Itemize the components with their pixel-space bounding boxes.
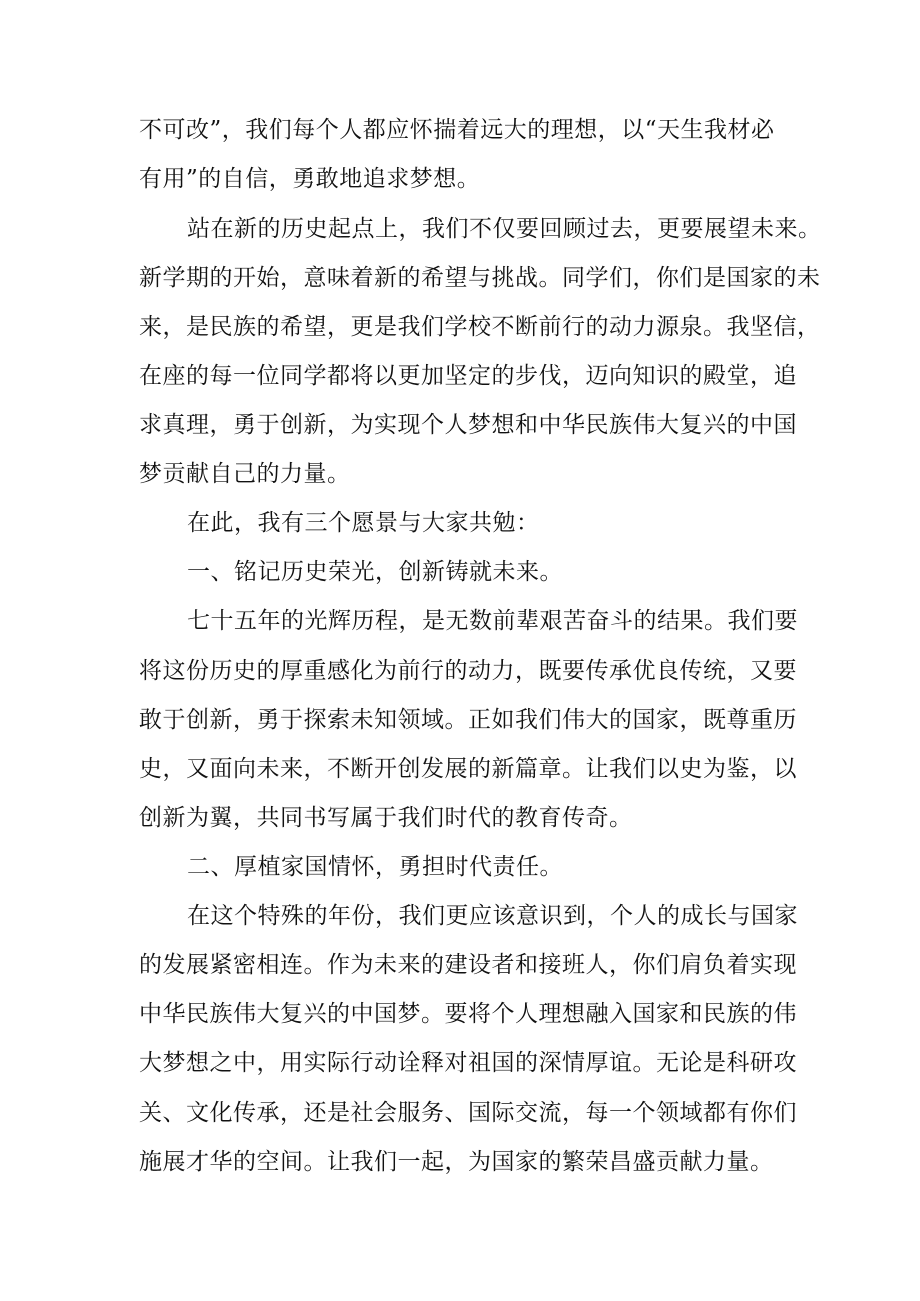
- text-line: 关、文化传承，还是社会服务、国际交流，每一个领域都有你们: [139, 1100, 797, 1126]
- text-line: 大梦想之中，用实际行动诠释对祖国的深情厚谊。无论是科研攻: [139, 1050, 797, 1076]
- text-line: 创新为翼，共同书写属于我们时代的教育传奇。: [139, 805, 633, 831]
- text-line: 施展才华的空间。让我们一起，为国家的繁荣昌盛贡献力量。: [139, 1149, 774, 1175]
- text-line: 求真理，勇于创新，为实现个人梦想和中华民族伟大复兴的中国: [139, 412, 797, 438]
- text-line: 史，又面向未来，不断开创发展的新篇章。让我们以史为鉴，以: [139, 756, 797, 782]
- text-line: 敢于创新，勇于探索未知领域。正如我们伟大的国家，既尊重历: [139, 707, 797, 733]
- text-line: 新学期的开始，意味着新的希望与挑战。同学们，你们是国家的未: [139, 265, 821, 291]
- paragraph-start-line: 在这个特殊的年份，我们更应该意识到，个人的成长与国家: [187, 903, 798, 929]
- paragraph-start-line: 站在新的历史起点上，我们不仅要回顾过去，更要展望未来。: [187, 216, 822, 242]
- text-line: 在座的每一位同学都将以更加坚定的步伐，迈向知识的殿堂，追: [139, 363, 797, 389]
- section-heading-2: 二、厚植家国情怀，勇担时代责任。: [187, 854, 563, 880]
- text-line: 有用”的自信，勇敢地追求梦想。: [139, 166, 481, 192]
- text-line: 将这份历史的厚重感化为前行的动力，既要传承优良传统，又要: [139, 658, 797, 684]
- paragraph-start-line: 在此，我有三个愿景与大家共勉：: [187, 510, 540, 536]
- section-heading-1: 一、铭记历史荣光，创新铸就未来。: [187, 559, 563, 585]
- text-line: 梦贡献自己的力量。: [139, 461, 351, 487]
- text-line: 的发展紧密相连。作为未来的建设者和接班人，你们肩负着实现: [139, 952, 797, 978]
- text-line: 来，是民族的希望，更是我们学校不断前行的动力源泉。我坚信，: [139, 314, 821, 340]
- text-line: 中华民族伟大复兴的中国梦。要将个人理想融入国家和民族的伟: [139, 1001, 797, 1027]
- text-line: 不可改”，我们每个人都应怀揣着远大的理想，以“天生我材必: [139, 117, 775, 143]
- paragraph-start-line: 七十五年的光辉历程，是无数前辈艰苦奋斗的结果。我们要: [187, 608, 798, 634]
